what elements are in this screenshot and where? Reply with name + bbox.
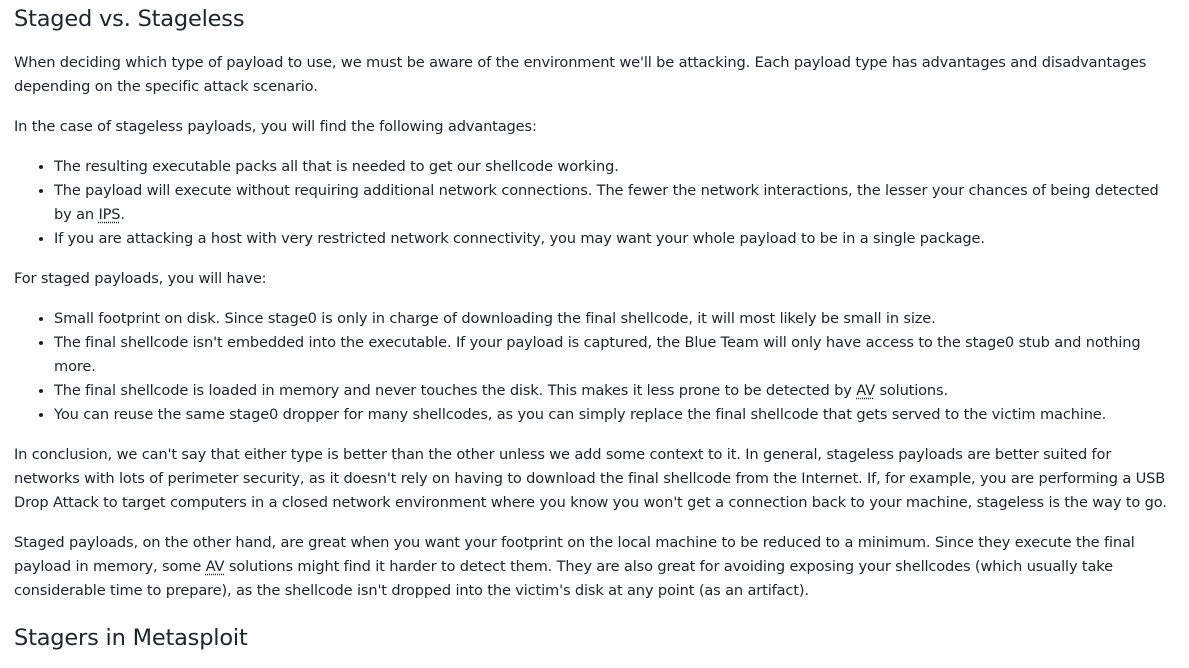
paragraph-text: Staged payloads, on the other hand, are great when you want your footprint on the local machine to be reduced to a minimum. Since they execute the final payload in memory, some	[14, 534, 1135, 575]
list-item: • You can reuse the same stage0 dropper for many shellcodes, as you can simply replace the final shellcode that gets served to the victim machine.	[54, 403, 1175, 427]
list-item: • The final shellcode isn't embedded into the executable. If your payload is captured, the Blue Team will only have access to the stage0 stub and nothing more.	[54, 331, 1175, 379]
staged-intro-paragraph: For staged payloads, you will have:	[14, 270, 267, 287]
list-item: • Small footprint on disk. Since stage0 is only in charge of downloading the final shellcode, it will most likely be small in size.	[54, 307, 1175, 331]
list-item	[54, 379, 1175, 403]
list-item-text: solutions.	[874, 382, 948, 399]
article-content	[0, 4, 1189, 653]
list-item-text: .	[120, 206, 125, 223]
section-heading-staged-vs-stageless: Staged vs. Stageless	[14, 6, 245, 32]
staged-payloads-paragraph	[14, 531, 1175, 603]
av-abbreviation[interactable]: AV	[205, 558, 225, 575]
stageless-advantages-list	[14, 155, 1175, 251]
list-item	[54, 179, 1175, 227]
list-item-text: The payload will execute without requiring additional network connections. The fewer the network interactions, the lesser your chances of being detected by an	[54, 182, 1159, 223]
section-heading-stagers-in-metasploit: Stagers in Metasploit	[14, 625, 248, 651]
intro-paragraph: When deciding which type of payload to use, we must be aware of the environment we'll be attacking. Each payload type has advantages and disadvantages depending on the specific attack scenario.	[14, 54, 1147, 95]
conclusion-paragraph: In conclusion, we can't say that either type is better than the other unless we add some context to it. In general, stageless payloads are better suited for networks with lots of perimeter security, as it doesn't rely on having to download the final shellcode from the Internet. If, for example, you are performing a USB Drop Attack to target computers in a closed network environment where you know you won't get a connection back to your machine, stageless is the way to go.	[14, 446, 1167, 511]
list-item-text: The final shellcode is loaded in memory and never touches the disk. This makes it less prone to be detected by	[54, 382, 857, 399]
stageless-intro-paragraph: In the case of stageless payloads, you will find the following advantages:	[14, 118, 537, 135]
ips-abbreviation[interactable]: IPS	[98, 206, 121, 223]
list-item: • If you are attacking a host with very restricted network connectivity, you may want your whole payload to be in a single package.	[54, 227, 1175, 251]
list-item: • The resulting executable packs all that is needed to get our shellcode working.	[54, 155, 1175, 179]
staged-advantages-list	[14, 307, 1175, 427]
paragraph-text: solutions might find it harder to detect them. They are also great for avoiding exposing your shellcodes (which usually take considerable time to prepare), as the shellcode isn't dropped into the victim's disk at any point (as an artifact).	[14, 558, 1113, 599]
av-abbreviation[interactable]: AV	[856, 382, 875, 399]
